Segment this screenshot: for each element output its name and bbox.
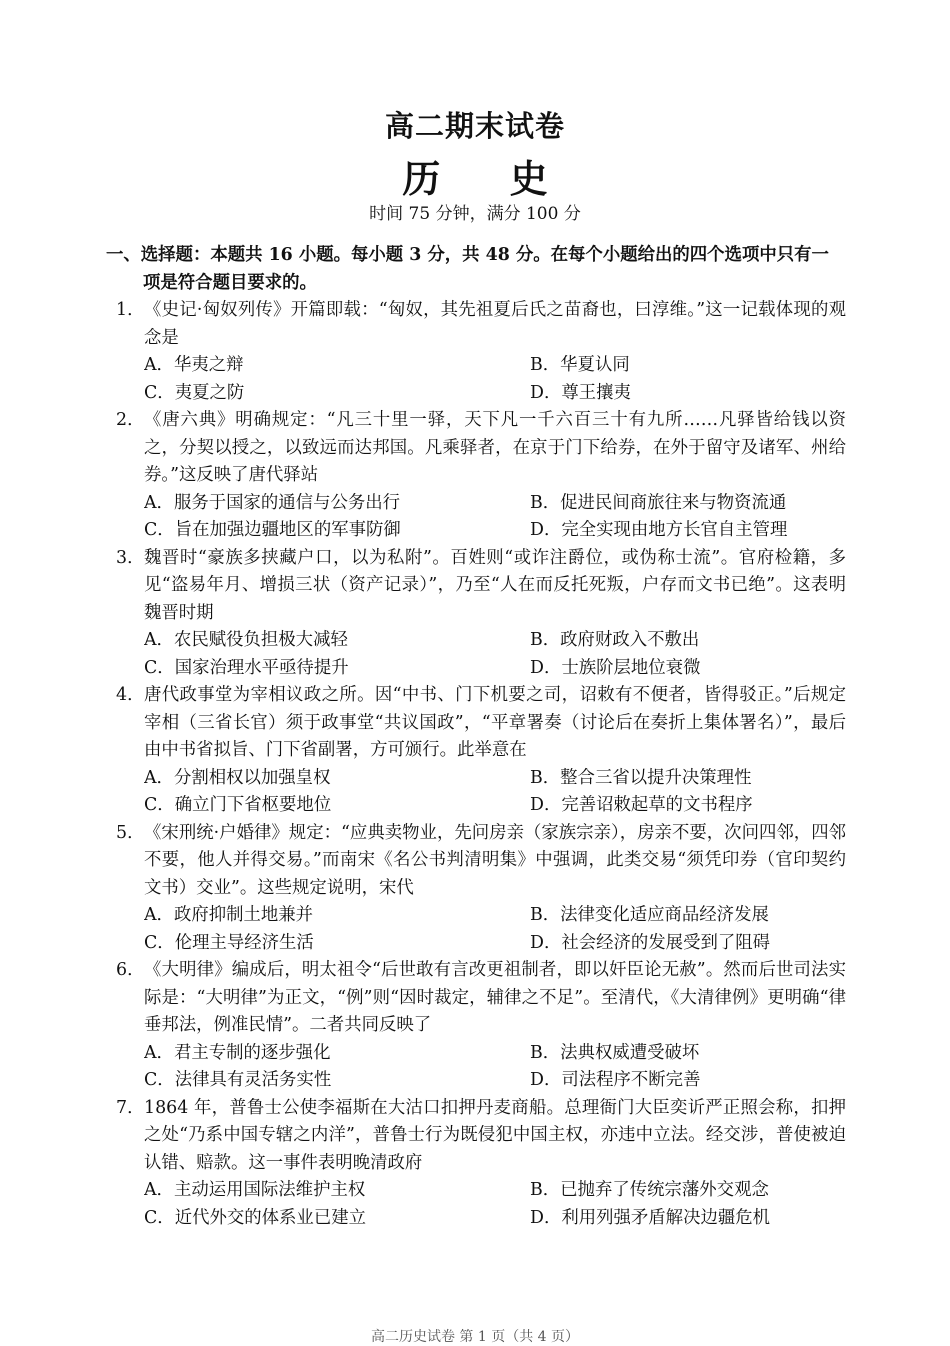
question-stem: 1864 年，普鲁士公使李福斯在大沽口扣押丹麦商船。总理衙门大臣奕䜣严正照会称，扣押之处“乃系中国专辖之内洋”，普鲁士行为既侵犯中国主权，亦违中立法。经交涉，普使被迫认错、赔款。这一事件表明晚清政府 (144, 1097, 846, 1173)
question-list (106, 297, 846, 1232)
exam-title: 高二期末试卷 (384, 109, 565, 143)
question-stem: 《宋刑统·户婚律》规定：“应典卖物业，先问房亲（家族宗亲），房亲不要，次问四邻，四邻不要，他人并得交易。”而南宋《名公书判清明集》中强调，此类交易“须凭印券（官印契约文书）交业”。这些规定说明，宋代 (144, 822, 846, 898)
option-c: C．旨在加强边疆地区的军事防御 (144, 520, 401, 540)
option-d: D．尊王攘夷 (530, 382, 631, 403)
exam-content (106, 242, 846, 1232)
option-d: D．司法程序不断完善 (530, 1070, 701, 1090)
option-a: A．农民赋役负担极大减轻 (144, 630, 348, 650)
question-number: 4． (116, 685, 145, 705)
option-d: D．士族阶层地位衰微 (530, 657, 701, 678)
option-b: B．华夏认同 (530, 355, 630, 375)
question-stem: 《史记·匈奴列传》开篇即载：“匈奴，其先祖夏后氏之苗裔也，曰淳维。”这一记载体现的观念是 (144, 300, 846, 348)
question-4 (106, 682, 846, 820)
option-c: C．确立门下省枢要地位 (144, 795, 332, 815)
section-heading: 一、选择题：本题共 16 小题。每小题 3 分，共 48 分。在每个小题给出的四个选项中只有一项是符合题目要求的。 (106, 245, 829, 293)
question-number: 7． (116, 1097, 145, 1118)
subject-title: 历 史 (402, 156, 576, 201)
question-number: 5． (116, 822, 145, 843)
question-number: 2． (116, 410, 145, 430)
option-list (144, 765, 846, 820)
question-stem: 《唐六典》明确规定：“凡三十里一驿，天下凡一千六百三十有九所……凡驿皆给钱以资之，分契以授之，以致远而达邦国。凡乘驿者，在京于门下给券，在外于留守及诸军、州给券。”这反映了唐代驿站 (144, 410, 846, 485)
option-b: B．法典权威遭受破坏 (530, 1042, 700, 1063)
option-d: D．社会经济的发展受到了阻碍 (530, 932, 771, 953)
option-a: A．分割相权以加强皇权 (144, 767, 331, 788)
option-b: B．整合三省以提升决策理性 (530, 767, 752, 788)
exam-info: 时间 75 分钟，满分 100 分 (369, 204, 581, 224)
option-b: B．促进民间商旅往来与物资流通 (530, 492, 787, 513)
question-5 (106, 820, 846, 958)
option-a: A．服务于国家的通信与公务出行 (144, 492, 401, 513)
option-b: B．法律变化适应商品经济发展 (530, 905, 769, 925)
question-stem: 《大明律》编成后，明太祖令“后世敢有言改更祖制者，即以奸臣论无赦”。然而后世司法实际是：“大明律”为正文，“例”则“因时裁定，辅律之不足”。至清代，《大清律例》更明确“律垂邦法，例准民情”。二者共同反映了 (144, 960, 846, 1035)
option-list (144, 1040, 846, 1095)
question-number: 6． (116, 960, 145, 980)
option-list (144, 1177, 846, 1232)
option-a: A．君主专制的逐步强化 (144, 1042, 331, 1063)
option-d: D．完善诏敕起草的文书程序 (530, 795, 753, 815)
question-number: 3． (116, 547, 145, 568)
option-a: A．政府抑制土地兼并 (144, 905, 314, 925)
page-footer: 高二历史试卷 第 1 页（共 4 页） (370, 1329, 580, 1345)
question-stem: 唐代政事堂为宰相议政之所。因“中书、门下机要之司，诏敕有不便者，皆得驳正。”后规定宰相（三省长官）须于政事堂“共议国政”，“平章署奏（讨论后在奏折上集体署名）”，最后由中书省拟旨、门下省副署，方可颁行。此举意在 (144, 685, 846, 760)
option-b: B．已抛弃了传统宗藩外交观念 (530, 1180, 769, 1200)
option-d: D．利用列强矛盾解决边疆危机 (530, 1207, 771, 1228)
question-1 (106, 297, 846, 407)
option-list (144, 902, 846, 957)
option-c: C．夷夏之防 (144, 382, 245, 403)
option-c: C．伦理主导经济生活 (144, 932, 314, 953)
option-list (144, 627, 846, 682)
option-c: C．法律具有灵活务实性 (144, 1070, 332, 1090)
question-7 (106, 1095, 846, 1233)
option-a: A．主动运用国际法维护主权 (144, 1180, 366, 1200)
question-2 (106, 407, 846, 545)
option-c: C．近代外交的体系业已建立 (144, 1207, 366, 1228)
option-b: B．政府财政入不敷出 (530, 630, 700, 650)
option-list (144, 352, 846, 407)
option-d: D．完全实现由地方长官自主管理 (530, 520, 788, 540)
question-3 (106, 545, 846, 683)
question-stem: 魏晋时“豪族多挟藏户口，以为私附”。百姓则“或诈注爵位，或伪称士流”。官府检籍，多见“盗易年月、增损三状（资产记录）”，乃至“人在而反托死叛，户存而文书已绝”。这表明魏晋时期 (144, 547, 846, 623)
question-number: 1． (116, 300, 145, 320)
option-c: C．国家治理水平亟待提升 (144, 657, 349, 678)
question-6 (106, 957, 846, 1095)
option-a: A．华夷之辩 (144, 355, 244, 375)
option-list (144, 490, 846, 545)
